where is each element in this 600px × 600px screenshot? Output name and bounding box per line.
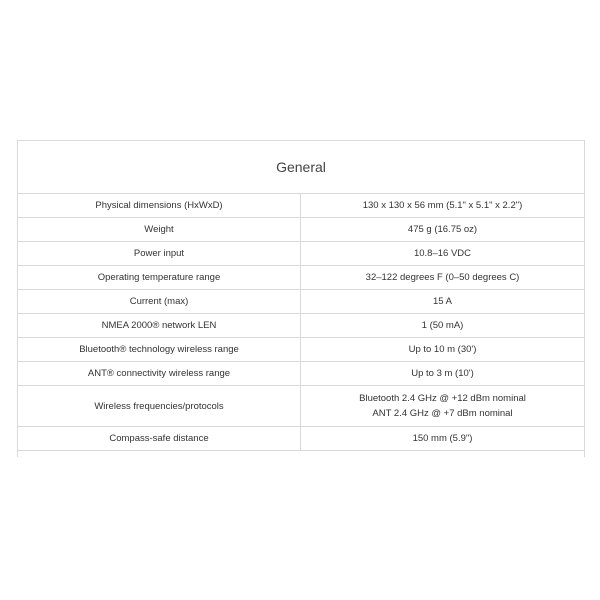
row-label: Physical dimensions (HxWxD) [18,194,301,217]
row-label: Bluetooth® technology wireless range [18,338,301,361]
table-row [18,362,584,386]
table-footer-spacer [18,451,584,457]
table-row [18,266,584,290]
table-row [18,242,584,266]
row-value: 32–122 degrees F (0–50 degrees C) [365,272,520,283]
row-label: Weight [18,218,301,241]
row-label: Power input [18,242,301,265]
row-value: 130 x 130 x 56 mm (5.1" x 5.1" x 2.2") [362,200,523,211]
row-value-line: ANT 2.4 GHz @ +7 dBm nominal [372,408,513,419]
row-value: 10.8–16 VDC [413,248,472,259]
row-value: 150 mm (5.9") [412,433,473,444]
table-row [18,194,584,218]
row-label: ANT® connectivity wireless range [18,362,301,385]
table-row [18,314,584,338]
section-title: General [18,141,584,194]
row-value: Up to 3 m (10') [411,368,474,379]
table-row [18,338,584,362]
table-row [18,290,584,314]
table-row [18,386,584,427]
row-label: Wireless frequencies/protocols [18,386,301,426]
spec-table [17,140,585,457]
row-value: Up to 10 m (30') [408,344,477,355]
row-value: 1 (50 mA) [421,320,464,331]
row-label: Current (max) [18,290,301,313]
row-label: Operating temperature range [18,266,301,289]
row-value-line: Bluetooth 2.4 GHz @ +12 dBm nominal [359,393,526,404]
row-label: NMEA 2000® network LEN [18,314,301,337]
row-value: 475 g (16.75 oz) [407,224,478,235]
table-row [18,218,584,242]
row-value: 15 A [432,296,453,307]
row-value [301,386,584,426]
table-row [18,427,584,451]
spec-rows [18,194,584,451]
row-label: Compass-safe distance [18,427,301,450]
